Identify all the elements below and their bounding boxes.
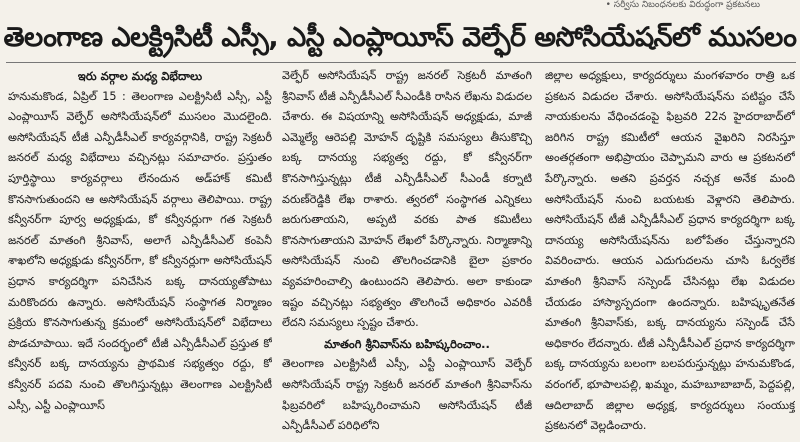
column-body: హనుమకొండ, ఏప్రిల్ 15 : తెలంగాణ ఎలక్ట్రిసిటీ ఎస్సీ, ఎస్టీ ఎంప్లాయీస్ వెల్ఫేర్ అసోసియేషన్‌లో ముసలం మొదలైంది. అసోసియేషన్ టీజీ ఎన్పీడీసీఎల్ కార్యవర్గానికి, రాష్ట్ర సెక్రటరీ జనరల్ మధ్య విభేదాలు వచ్చినట్లు సమాచారం. ప్రస్తుతం పూర్తిస్థాయి కార్యవర్గాలు లేనందున అడ్‌హాక్ కమిటీ కొనసాగుతుందని ఆ అసోసియేషన్ వర్గాలు తెలిపాయి. రాష్ట్ర కన్వీనర్‌గా పూర్వ అధ్యక్షుడు, కో కన్వీనర్లుగా గత సెక్రటరీ జనరల్ మాతంగి శ్రీనివాస్, అలాగే ఎన్పీడీసీఎల్ కంపెనీ శాఖలోని అధ్యక్షుడు కన్వీనర్‌గా, కో కన్వీనర్లుగా అసోసియేషన్ ప్రధాన కార్యదర్శిగా పనిచేసిన బక్క దానయ్యతోపాటు మరికొందరు ఉన్నారు. అసోసియేషన్ సంస్థాగత నిర్మాణం ప్రక్రియ కొనసాగుతున్న క్రమంలో అసోసియేషన్‌లో విభేదాలు పొడచూపాయి. ఇదే సందర్భంలో టీజీ ఎన్పీడీసీఎల్ ప్రస్తుత కో కన్వీనర్ బక్క దానయ్యను ప్రాథమిక సభ్యత్వం రద్దు, కో కన్వీనర్ పదవి నుంచి తొలగిస్తున్నట్లు తెలంగాణ ఎలక్ట్రిసిటీ ఎస్సీ, ఎస్టీ ఎంప్లాయీస్ <box>8 89 272 412</box>
top-strip <box>0 0 800 13</box>
headline-divider <box>6 62 796 63</box>
article-column-3 <box>545 66 795 438</box>
column-body: తెలంగాణ ఎలక్ట్రిసిటీ ఎస్సీ, ఎస్టీ ఎంప్లాయీస్ వెల్ఫేర్ అసోసియేషన్ రాష్ట్ర సెక్రటరీ జనరల్ మాతంగి శ్రీనివాస్‌ను ఫిబ్రవరిలో బహిష్కరించామని అసోసియేషన్ టీజీ ఎన్పీడీసీఎల్ పరిధిలోని <box>282 357 532 433</box>
column-subheading: మాతంగి శ్రీనివాస్‌ను బహిష్కరించాం.. <box>324 336 490 351</box>
top-strip-text: • సర్వీసు నిబంధనలకు విరుద్ధంగా ప్రకటనలు <box>605 0 760 10</box>
column-body: వెల్ఫేర్ అసోసియేషన్ రాష్ట్ర జనరల్ సెక్రటరీ మాతంగి శ్రీనివాస్ టీజీ ఎన్పీడీసీఎల్ సీఎండీకి రాసిన లేఖను విడుదల చేశారు. ఈ విషయాన్ని అసోసియేషన్ అధ్యక్షుడు, మాజీ ఎమ్మెల్యే ఆరెపల్లి మోహన్ దృష్టికి సమస్యలు తీసుకొచ్చి బక్క దానయ్య సభ్యత్వ రద్దు, కో కన్వీనర్‌గా కొనసాగిస్తున్నట్లు టీజీ ఎన్పీడీసీఎల్ సీఎండీ కర్నాటి వరుణ్‌రెడ్డికి లేఖ రాశారు. త్వరలో సంస్థాగత ఎన్నికలు జరుగుతాయని, అప్పటి వరకు పాత కమిటీలు కొనసాగుతాయని మోహన్ లేఖలో పేర్కొన్నారు. నిర్మాణాన్ని అసోసియేషన్ నుంచి తొలగించడానికి బైలా ప్రకారం వ్యవహరించాల్సి ఉంటుందని తెలిపారు. అలా కాకుండా ఇష్టం వచ్చినట్లు సభ్యత్వం తొలగించే అధికారం ఎవరికీ లేదని సమస్యలు స్పష్టం చేశారు. <box>282 69 532 330</box>
column-subheading: ఇరు వర్గాల మధ్య విభేదాలు <box>77 69 203 83</box>
column-body: జిల్లాల అధ్యక్షులు, కార్యదర్శులు మంగళవారం రాత్రి ఒక ప్రకటన విడుదల చేశారు. అసోసియేషన్‌ను పటిష్టం చేసే నాయకులను వేధించడంపై ఫిబ్రవరి 22న హైదరాబాద్‌లో జరిగిన రాష్ట్ర కమిటీలో ఆయన వైఖరిని నిరసిస్తూ అంతర్గతంగా అభిప్రాయం చెప్పామని వారు ఆ ప్రకటనలో పేర్కొన్నారు. అతని ప్రవర్తన నచ్చక అనేక మంది అసోసియేషన్ నుంచి బయటకు వెళ్లారని తెలిపారు. అసోసియేషన్ టీజీ ఎన్పీడీసీఎల్ ప్రధాన కార్యదర్శిగా బక్క దానయ్య అసోసియేషన్‌ను బలోపేతం చేస్తున్నారని వివరించారు. ఆయన ఎదుగుదలను చూసి ఓర్వలేక మాతంగి శ్రీనివాస్ సస్పెండ్ చేసినట్లు లేఖ విడుదల చేయడం హాస్యాస్పదంగా ఉందన్నారు. బహిష్కృతనేత మాతంగి శ్రీనివాస్‌కు, బక్క దానయ్యను సస్పెండ్ చేసే అధికారం లేదన్నారు. టీజీ ఎన్పీడీసీఎల్ ప్రధాన కార్యదర్శిగా బక్క దానయ్యను బలంగా బలపరుస్తున్నట్లు హనుమకొండ, వరంగల్, భూపాలపల్లి, ఖమ్మం, మహబూబాబాద్, పెద్దపల్లి, ఆదిలాబాద్ జిల్లాల అధ్యక్ష, కార్యదర్శులు సంయుక్త ప్రకటనలో వెల్లడించారు. <box>545 69 795 433</box>
article-column-1 <box>8 66 272 438</box>
article-column-2 <box>282 66 532 438</box>
article-headline: తెలంగాణ ఎలక్ట్రిసిటీ ఎస్సీ, ఎస్టీ ఎంప్లాయీస్ వెల్ఫేర్ అసోసియేషన్‌లో ముసలం <box>3 22 797 53</box>
